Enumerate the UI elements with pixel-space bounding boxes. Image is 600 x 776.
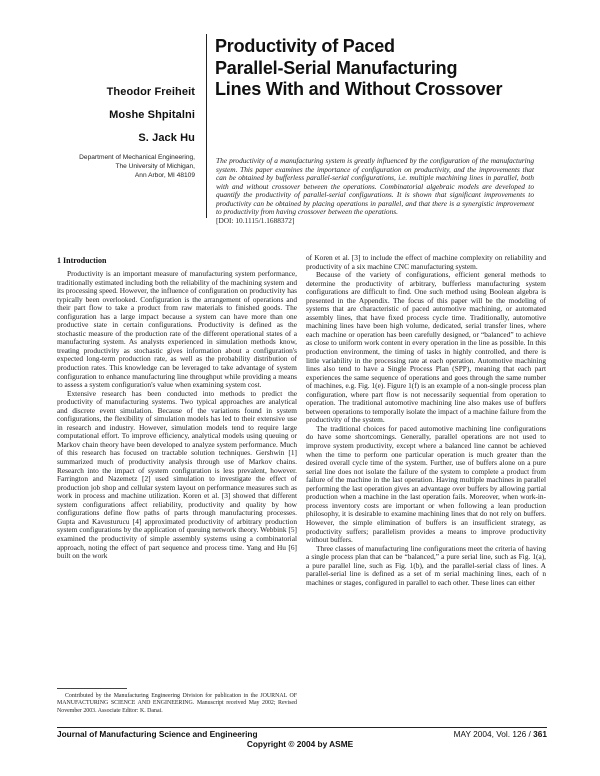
title-line: Parallel-Serial Manufacturing [215,57,458,78]
footnote-text: Contributed by the Manufacturing Engineering Division for publication in the JOURNAL OF MANUFACTURING SCIENCE AND ENGINEERING. Manuscript received May 2002; Revised November 2003. Associate Editor: K. Danai. [57,693,297,714]
footer-divider [57,727,547,728]
affiliation-line: Department of Mechanical Engineering, [79,154,195,161]
copyright: Copyright © 2004 by ASME [246,739,354,749]
paper-title [215,36,545,101]
paragraph: Three classes of manufacturing line configurations meet the criteria of having a single process plan that can be “balanced,” a pure serial line, such as Fig. 1(a), a pure parallel line, such as Fig. 1(b), and the parallel-serial class of lines. A parallel-serial line is defined as a set of m serial machining lines, each of n machines or stages, configured in parallel to each other. These lines can either [306,543,546,587]
paragraph: Extensive research has been conducted into methods to predict the productivity of manufacturing systems. Two typical approaches are analytical and discrete event simulation. Because of the variations found in system configurations, the flexibility of simulation models has led to their extensive use in research and industry. However, simulation models tend to require large computational effort. To improve efficiency, analytical models using queuing or Markov chain theory have been developed to analyze system performance. Much of this research has focused on tractable solution techniques. Gershwin [1] summarized much of productivity analysis through use of Markov chains. Research into the impact of system configuration is less prevalent, however. Farrington and Nazemetz [2] used simulation to investigate the effect of production job shop and cellular system layout on performance measures such as work in process and machine utilization. Koren et al. [3] showed that different system configurations affect reliability, productivity and quality by how configurations define flow paths of parts through manufacturing processes. Gupta and Kavusturucu [4] approximated productivity of arbitrary production system configurations by the application of queuing network theory. Webbink [5] examined the productivity of simple assembly systems using a combinatorial approach, noting the effect of part sequence and process time. Yang and Hu [6] built on the work [57,388,297,561]
right-column [306,254,546,587]
title-line: Lines With and Without Crossover [215,79,503,99]
paragraph: of Koren et al. [3] to include the effect of machine complexity on reliability and productivity of a six machine CNC manufacturing system. [306,253,546,271]
author-name: S. Jack Hu [138,132,195,144]
author-block [60,86,195,180]
abstract-text: The productivity of a manufacturing system is greatly influenced by the configuration of the manufacturing system. This paper examines the importance of configuration on productivity, and the improvements that can be obtained by bufferless parallel-serial configurations, i.e. multiple machining lines in parallel, both with and without crossover between the operations. Combinatorial algebraic models are developed to quantify the productivity of parallel-serial configurations. It is shown that significant improvements to productivity can be obtained by placing operations in parallel, and that there is a synergistic improvement to productivity from having crossover between the operations. [216,156,534,217]
author-name: Moshe Shpitalni [109,109,195,121]
affiliation [60,153,195,180]
author-name: Theodor Freiheit [106,86,195,98]
title-line: Productivity of Paced [215,36,395,56]
affiliation-line: The University of Michigan, [115,163,195,170]
page-number: 361 [533,729,547,739]
paragraph: The traditional choices for paced automotive machining line configurations do have some shortcomings. Generally, parallel operations are not used to improve system productivity, except where a balanced line cannot be achieved when the time to perform one particular operation is much greater than the desired overall cycle time of the system. Further, use of buffers alone on a pure serial line does not isolate the failure of the system to complete a product from failure of the machine in the last operation. Having multiple machines in parallel performing the last operation gives an advantage over buffers by allowing partial production when a machine in the last operation fails. Moreover, when work-in-process inventory costs are important or when following a lean production philosophy, it is desirable to examine machining lines that do not rely on buffers. However, the simple elimination of buffers is an insufficient strategy, as productivity suffers; parallelism provides a means to improve productivity without buffers. [306,423,546,545]
issue-date: MAY 2004, Vol. 126 [453,729,527,739]
issue-info [380,729,547,739]
footnote [57,693,297,715]
title-divider [206,34,207,218]
left-column [57,270,297,561]
paragraph: Because of the variety of configurations, efficient general methods to determine the productivity of arbitrary, bufferless manufacturing system configurations are difficult to find. One such method using Boolean algebra is presented in the Appendix. The focus of this paper will be the modeling of systems that are characteristic of paced automotive machining, or automated assembly lines, that have fixed process cycle time. Traditionally, automotive machining lines have been high volume, dedicated, serial transfer lines, where each machine or operation has been carefully designed, or “balanced” to achieve as close to uniform work content in every operation in the line as possible. In this production environment, the timing of tasks in highly controlled, and there is little variability in the processing rate at each operation. Automotive machining lines also tend to have a Single Process Plan (SPP), meaning that each part experiences the same sequence of operations and goes through the same number of machines, e.g. Fig. 1(e). Figure 1(f) is an example of a non-single process plan configuration, where part flow is not necessarily sequential from operation to operation. The traditional automotive machining line also makes use of buffers between operations to temporally isolate the impact of a machine failure from the productivity of the system. [306,270,546,425]
footnote-divider [57,688,127,689]
doi: [DOI: 10.1115/1.1688372] [216,215,295,225]
paragraph: Productivity is an important measure of manufacturing system performance, traditionally estimated including both the reliability of the machining system and its processing speed. However, the influence of configuration on productivity has typically been overlooked. Configuration is the arrangement of operations and their part flow to take a product from raw materials to finished goods. The configuration has a large impact because a system can have more than one productive state in certain configurations. Productivity is defined as the stochastic measure of the production rate of the different operational states of a manufacturing system. As analysts experienced in simulation methods know, treating productivity as stochastic gives information about a configuration's expected long-term production rate, as well as the probability distribution of production rates. This knowledge can be leveraged to take advantage of system configuration to enhance manufacturing line throughput while providing a means to assess a system configuration's value when examining system cost. [57,269,297,390]
journal-name: Journal of Manufacturing Science and Engineering [57,729,258,739]
affiliation-line: Ann Arbor, MI 48109 [134,172,195,179]
section-heading: 1 Introduction [57,256,107,265]
abstract [216,157,534,225]
issue-separator: / [528,729,534,739]
